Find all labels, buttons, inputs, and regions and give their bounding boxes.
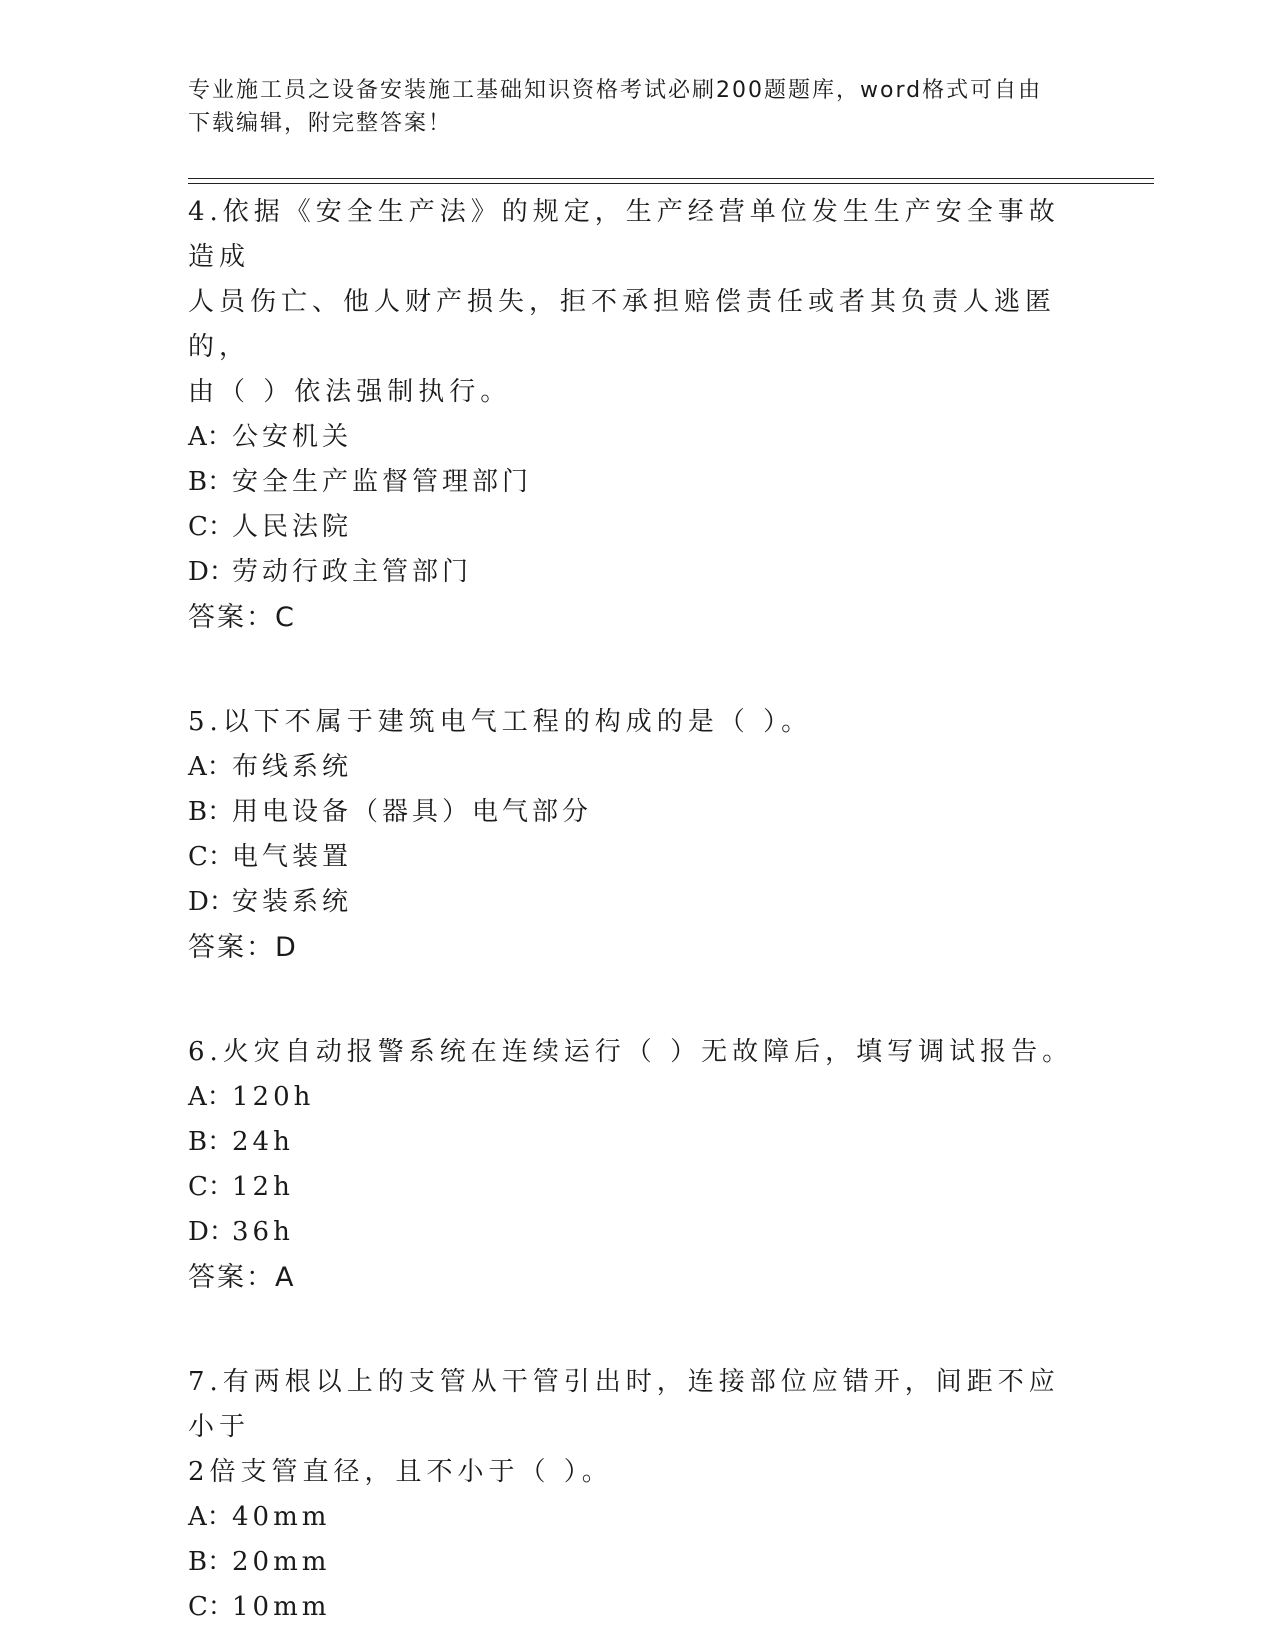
- document-header: [188, 74, 1068, 140]
- question-stem: [188, 1028, 1088, 1075]
- option-text: 24h: [232, 1127, 294, 1157]
- option-text: 安装系统: [232, 887, 353, 917]
- stem-line: 6.火灾自动报警系统在连续运行（ ）无故障后，填写调试报告。: [188, 1037, 1074, 1067]
- option-d: [188, 1210, 1088, 1255]
- option-letter: D：: [188, 1217, 235, 1247]
- stem-line: 7.有两根以上的支管从干管引出时，连接部位应错开，间距不应小于: [188, 1367, 1060, 1442]
- option-letter: A：: [188, 1082, 233, 1112]
- option-text: 20mm: [232, 1547, 331, 1577]
- answer-line: 答案：D: [188, 932, 298, 963]
- option-letter: B：: [188, 1547, 234, 1577]
- question-spacer: [188, 1300, 1088, 1358]
- option-text: 10mm: [232, 1592, 331, 1622]
- option-c: [188, 1165, 1088, 1210]
- option-text: 用电设备（器具）电气部分: [232, 797, 593, 827]
- option-letter: B：: [188, 467, 234, 497]
- option-text: 电气装置: [232, 842, 353, 872]
- question-spacer: [188, 970, 1088, 1028]
- option-text: 安全生产监督管理部门: [232, 467, 533, 497]
- option-d: [188, 880, 1088, 925]
- option-letter: C：: [188, 1592, 234, 1622]
- option-letter: A：: [188, 422, 233, 452]
- option-a: [188, 1075, 1088, 1120]
- stem-line: 4.依据《安全生产法》的规定，生产经营单位发生生产安全事故造成: [188, 197, 1060, 272]
- option-b: [188, 460, 1088, 505]
- option-text: 布线系统: [232, 752, 353, 782]
- option-d: [188, 550, 1088, 595]
- option-c: [188, 505, 1088, 550]
- option-text: 公安机关: [232, 422, 353, 452]
- option-letter: B：: [188, 797, 234, 827]
- option-letter: A：: [188, 1502, 233, 1532]
- option-letter: D：: [188, 887, 235, 917]
- question-6: [188, 1028, 1088, 1300]
- stem-line: 5.以下不属于建筑电气工程的构成的是（ ）。: [188, 707, 813, 737]
- header-line-2: 下载编辑，附完整答案！: [188, 111, 453, 136]
- option-a: [188, 415, 1088, 460]
- header-divider-bottom: [188, 183, 1154, 184]
- question-5: [188, 698, 1088, 970]
- stem-line: 由（ ）依法强制执行。: [188, 377, 512, 407]
- option-letter: B：: [188, 1127, 234, 1157]
- option-b: [188, 1540, 1088, 1585]
- option-letter: C：: [188, 1172, 234, 1202]
- option-c: [188, 835, 1088, 880]
- option-text: 36h: [232, 1217, 294, 1247]
- header-line-1: 专业施工员之设备安装施工基础知识资格考试必刷200题题库，word格式可自由: [188, 78, 1043, 103]
- question-stem: [188, 698, 1088, 745]
- option-a: [188, 1495, 1088, 1540]
- option-c: [188, 1585, 1088, 1630]
- header-divider-top: [188, 178, 1154, 179]
- question-stem: [188, 188, 1088, 415]
- question-spacer: [188, 640, 1088, 698]
- option-letter: C：: [188, 512, 234, 542]
- option-letter: A：: [188, 752, 233, 782]
- option-text: 40mm: [232, 1502, 331, 1532]
- option-letter: C：: [188, 842, 234, 872]
- stem-line: 2倍支管直径，且不小于（ ）。: [188, 1457, 613, 1487]
- option-b: [188, 1120, 1088, 1165]
- stem-line: 人员伤亡、他人财产损失，拒不承担赔偿责任或者其负责人逃匿的，: [188, 287, 1057, 362]
- question-list: [188, 188, 1088, 1630]
- question-7: [188, 1358, 1088, 1630]
- option-b: [188, 790, 1088, 835]
- option-text: 12h: [232, 1172, 294, 1202]
- question-stem: [188, 1358, 1088, 1495]
- option-letter: D：: [188, 557, 235, 587]
- option-a: [188, 745, 1088, 790]
- question-4: [188, 188, 1088, 640]
- answer-line: 答案：A: [188, 1262, 296, 1293]
- option-text: 劳动行政主管部门: [232, 557, 473, 587]
- option-text: 120h: [232, 1082, 315, 1112]
- answer-line: 答案：C: [188, 602, 296, 633]
- option-text: 人民法院: [232, 512, 353, 542]
